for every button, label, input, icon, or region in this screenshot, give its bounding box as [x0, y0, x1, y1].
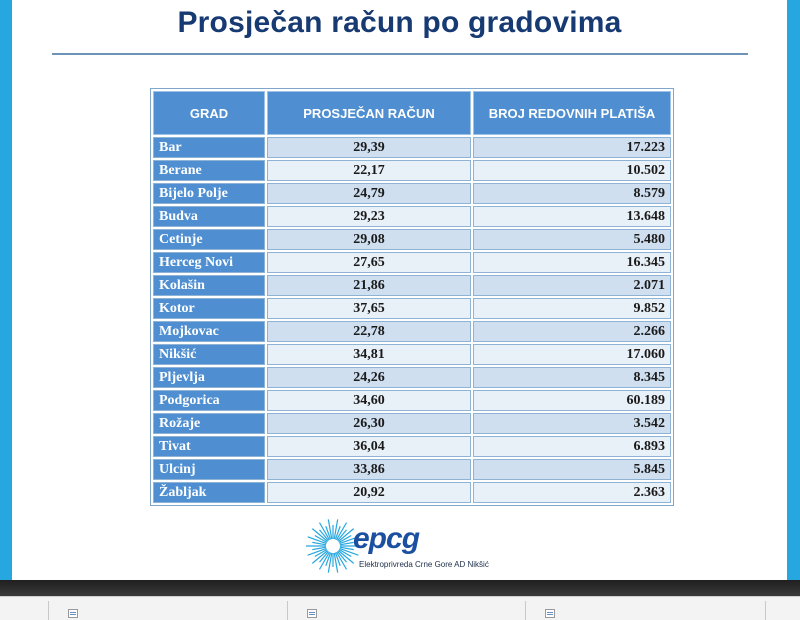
- table-row: [153, 459, 671, 480]
- table-row: [153, 160, 671, 181]
- city-cell: Pljevlja: [153, 367, 265, 388]
- table-row: [153, 275, 671, 296]
- table-body: [153, 137, 671, 503]
- city-cell: Bijelo Polje: [153, 183, 265, 204]
- table-row: [153, 252, 671, 273]
- payer-count-cell: 2.071: [473, 275, 671, 296]
- header-city: GRAD: [153, 91, 265, 135]
- page-title: Prosječan račun po gradovima: [177, 6, 622, 39]
- city-cell: Kolašin: [153, 275, 265, 296]
- document-icon[interactable]: [307, 609, 317, 618]
- average-bill-cell: 33,86: [267, 459, 471, 480]
- average-bill-cell: 24,26: [267, 367, 471, 388]
- average-bill-cell: 20,92: [267, 482, 471, 503]
- city-cell: Podgorica: [153, 390, 265, 411]
- average-bill-cell: 34,81: [267, 344, 471, 365]
- average-bill-cell: 29,08: [267, 229, 471, 250]
- city-bill-table: [150, 88, 674, 506]
- payer-count-cell: 5.845: [473, 459, 671, 480]
- payer-count-cell: 17.223: [473, 137, 671, 158]
- payer-count-cell: 16.345: [473, 252, 671, 273]
- logo-tagline: Elektroprivreda Crne Gore AD Nikšić: [359, 560, 489, 569]
- table-row: [153, 229, 671, 250]
- payer-count-cell: 9.852: [473, 298, 671, 319]
- payer-count-cell: 8.345: [473, 367, 671, 388]
- payer-count-cell: 10.502: [473, 160, 671, 181]
- average-bill-cell: 21,86: [267, 275, 471, 296]
- table-row: [153, 183, 671, 204]
- taskbar-separator: [48, 601, 49, 620]
- taskbar-separator: [525, 601, 526, 620]
- payer-count-cell: 6.893: [473, 436, 671, 457]
- average-bill-cell: 26,30: [267, 413, 471, 434]
- city-cell: Ulcinj: [153, 459, 265, 480]
- average-bill-cell: 22,17: [267, 160, 471, 181]
- table-row: [153, 413, 671, 434]
- average-bill-cell: 36,04: [267, 436, 471, 457]
- payer-count-cell: 17.060: [473, 344, 671, 365]
- payer-count-cell: 13.648: [473, 206, 671, 227]
- payer-count-cell: 5.480: [473, 229, 671, 250]
- average-bill-cell: 24,79: [267, 183, 471, 204]
- taskbar-separator: [765, 601, 766, 620]
- epcg-logo: [305, 518, 505, 578]
- city-cell: Kotor: [153, 298, 265, 319]
- city-cell: Cetinje: [153, 229, 265, 250]
- city-cell: Budva: [153, 206, 265, 227]
- payer-count-cell: 8.579: [473, 183, 671, 204]
- title-divider: [52, 53, 748, 55]
- table-row: [153, 390, 671, 411]
- city-cell: Berane: [153, 160, 265, 181]
- payer-count-cell: 60.189: [473, 390, 671, 411]
- header-average-bill: PROSJEČAN RAČUN: [267, 91, 471, 135]
- average-bill-cell: 29,23: [267, 206, 471, 227]
- average-bill-cell: 34,60: [267, 390, 471, 411]
- table-row: [153, 298, 671, 319]
- table-row: [153, 137, 671, 158]
- payer-count-cell: 2.266: [473, 321, 671, 342]
- logo-wordmark: epcg: [353, 522, 420, 555]
- average-bill-cell: 22,78: [267, 321, 471, 342]
- table-row: [153, 436, 671, 457]
- table-row: [153, 482, 671, 503]
- city-cell: Bar: [153, 137, 265, 158]
- city-cell: Mojkovac: [153, 321, 265, 342]
- average-bill-cell: 27,65: [267, 252, 471, 273]
- city-cell: Nikšić: [153, 344, 265, 365]
- payer-count-cell: 2.363: [473, 482, 671, 503]
- multi-document-icon[interactable]: [545, 609, 555, 618]
- average-bill-cell: 37,65: [267, 298, 471, 319]
- table-header-row: [153, 91, 671, 135]
- bottom-taskbar: [0, 596, 800, 620]
- header-regular-payers: BROJ REDOVNIH PLATIŠA: [473, 91, 671, 135]
- page-bottom-edge: [0, 580, 800, 596]
- payer-count-cell: 3.542: [473, 413, 671, 434]
- city-cell: Rožaje: [153, 413, 265, 434]
- table-row: [153, 206, 671, 227]
- table-row: [153, 367, 671, 388]
- city-cell: Tivat: [153, 436, 265, 457]
- table-row: [153, 344, 671, 365]
- city-cell: Žabljak: [153, 482, 265, 503]
- table-row: [153, 321, 671, 342]
- taskbar-separator: [287, 601, 288, 620]
- document-icon[interactable]: [68, 609, 78, 618]
- average-bill-cell: 29,39: [267, 137, 471, 158]
- city-cell: Herceg Novi: [153, 252, 265, 273]
